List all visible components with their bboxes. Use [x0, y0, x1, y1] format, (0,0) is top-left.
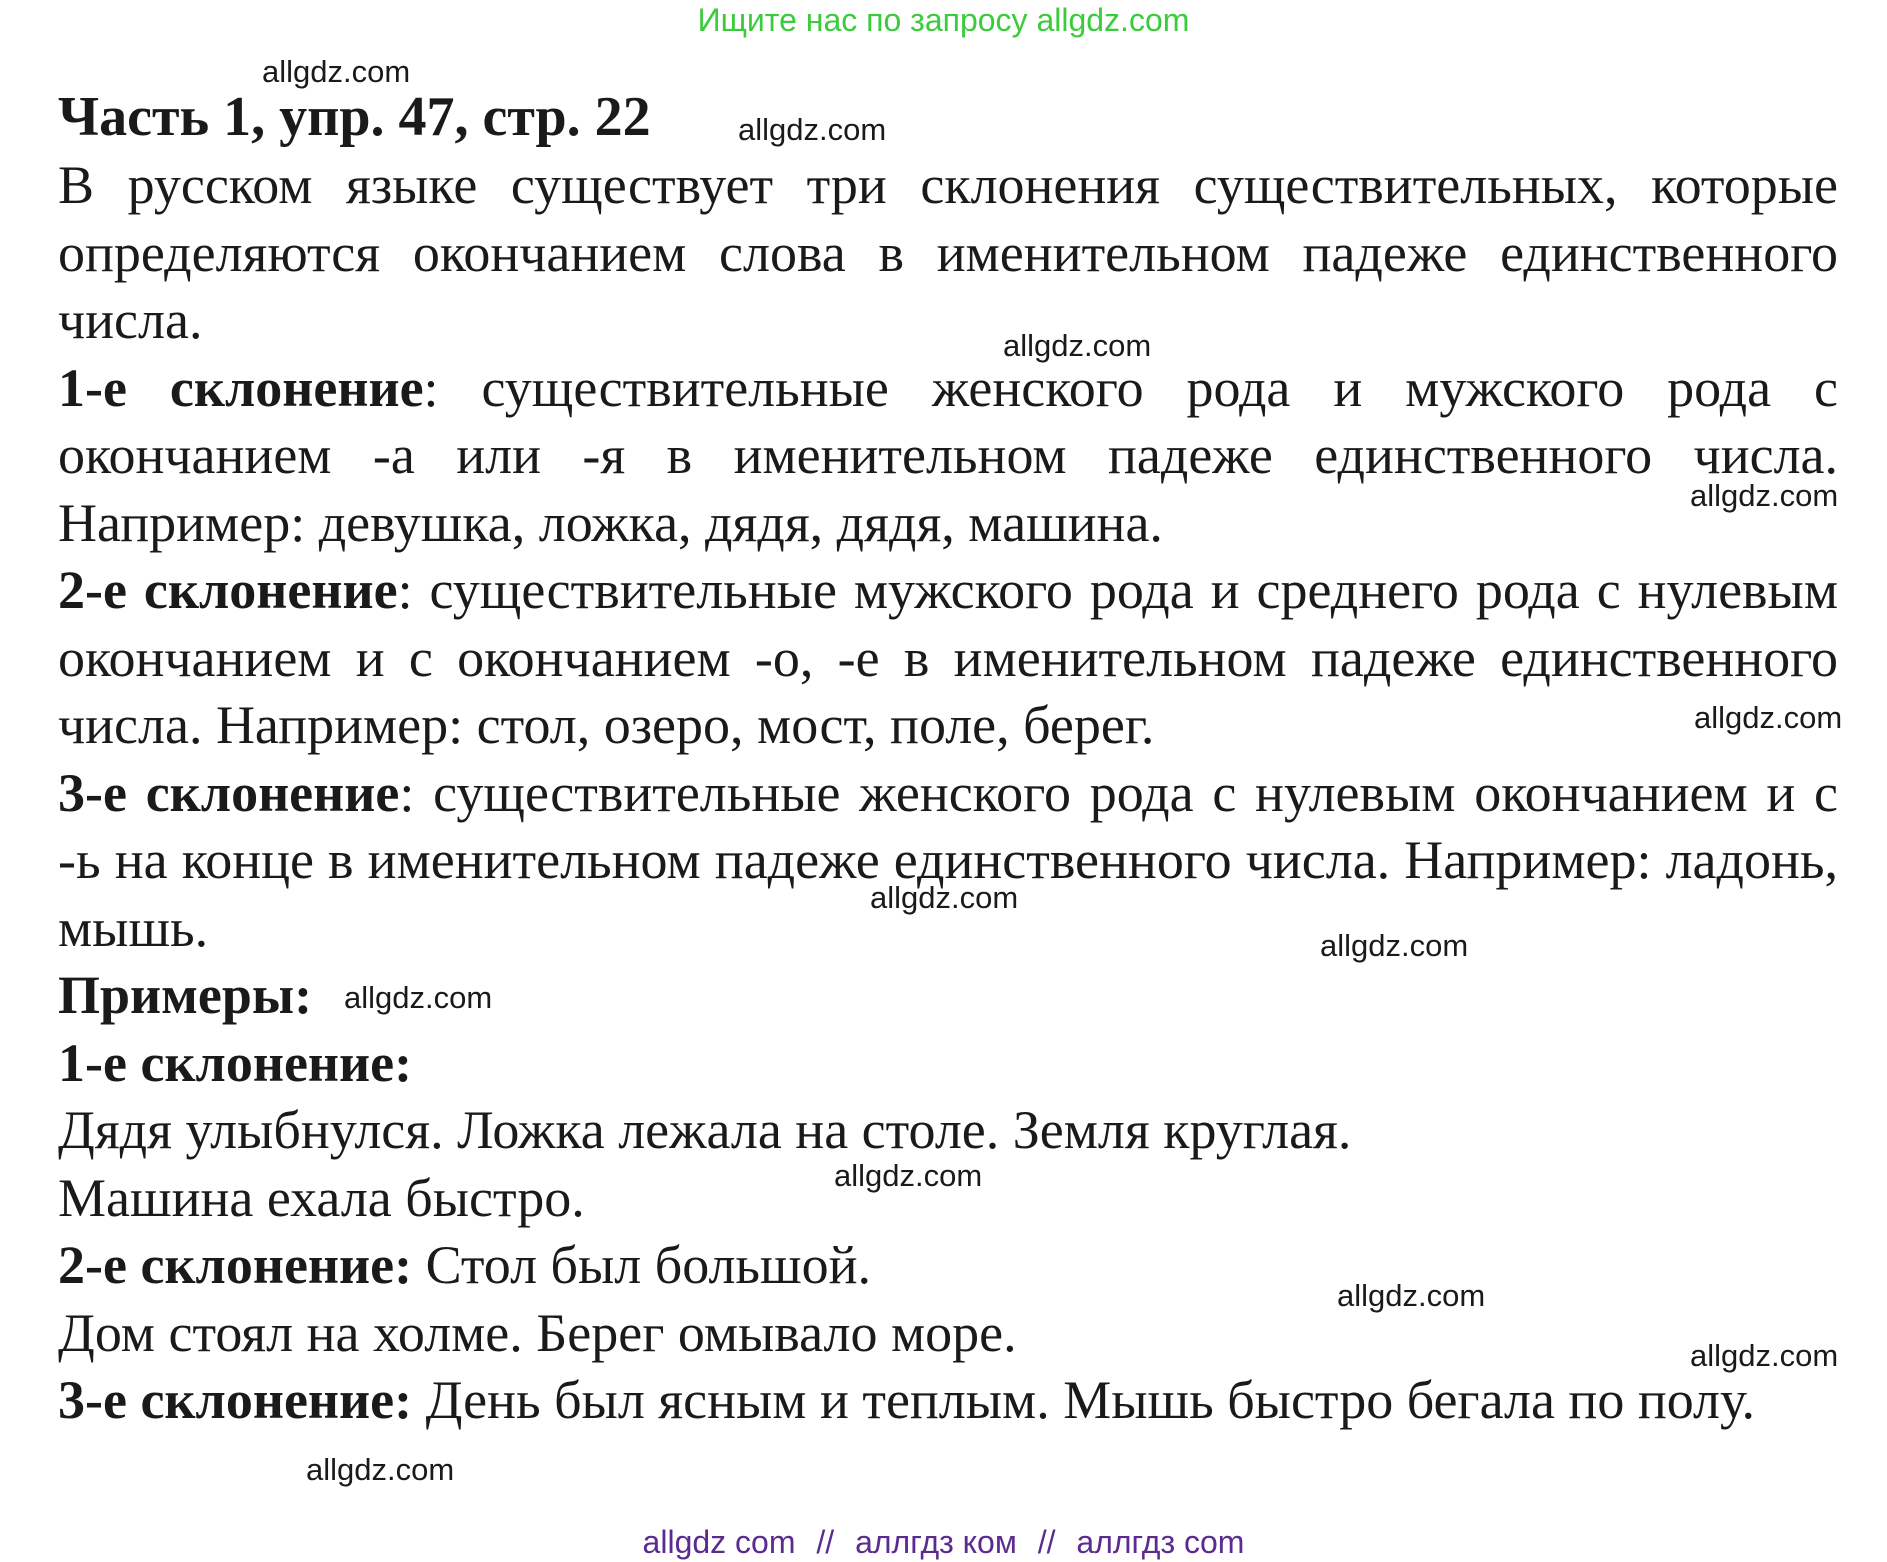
- footer-separator: //: [816, 1524, 835, 1560]
- page-title: Часть 1, упр. 47, стр. 22: [58, 86, 651, 148]
- declension-2-label: 2-е склонение: [58, 560, 398, 620]
- watermark: allgdz.com: [262, 54, 411, 89]
- examples-heading: Примеры:: [58, 965, 313, 1025]
- watermark: allgdz.com: [344, 980, 493, 1015]
- watermark: allgdz.com: [738, 112, 887, 147]
- footer-links: [0, 1522, 1887, 1562]
- watermark: allgdz.com: [306, 1452, 455, 1487]
- declension-2-text: : существительные мужского рода и среднего рода с нулевым окончанием и с окончанием -о, -е в именительном падеже единственного числа. Например: стол, озеро, мост, поле, берег.: [58, 560, 1839, 755]
- footer-separator: //: [1037, 1524, 1056, 1560]
- example-2-first-line: [58, 1232, 1838, 1300]
- footer-link-cyrillic-kom[interactable]: аллгдз ком: [855, 1524, 1017, 1560]
- intro-paragraph: В русском языке существует три склонения существительных, которые определяются окончанием слова в именительном падеже единственного числа.: [58, 155, 1838, 350]
- watermark: allgdz.com: [1694, 700, 1843, 735]
- watermark: allgdz.com: [1003, 328, 1152, 363]
- declension-3-paragraph: [58, 760, 1838, 963]
- watermark: allgdz.com: [870, 880, 1019, 915]
- declension-1-text: : существительные женского рода и мужского рода с окончанием -а или -я в именительном падеже единственного числа. Например: девушка, ложка, дядя, дядя, машина.: [58, 357, 1838, 553]
- watermark: allgdz.com: [1690, 478, 1839, 513]
- watermark: allgdz.com: [1337, 1278, 1486, 1313]
- watermark: allgdz.com: [1690, 1338, 1839, 1373]
- footer-link-allgdz[interactable]: allgdz com: [642, 1524, 796, 1560]
- example-1-line-1: Дядя улыбнулся. Ложка лежала на столе. Земля круглая.: [58, 1100, 1352, 1160]
- example-1-line-2: Машина ехала быстро.: [58, 1167, 585, 1228]
- declension-3-text: : существительные женского рода с нулевым окончанием и с -ь на конце в именительном падеже единственного числа. Например: ладонь, мышь.: [58, 762, 1839, 958]
- example-2-label: 2-е склонение:: [58, 1235, 413, 1295]
- declension-2-paragraph: [58, 557, 1838, 760]
- example-3-label: 3-е склонение:: [58, 1370, 413, 1430]
- example-3-text: День был ясным и теплым. Мышь быстро бегала по полу.: [412, 1370, 1756, 1430]
- example-1-label: 1-е склонение:: [58, 1032, 413, 1093]
- declension-3-label: 3-е склонение: [58, 762, 400, 823]
- document-body: [58, 82, 1838, 1435]
- example-3-paragraph: [58, 1367, 1838, 1435]
- footer-link-cyrillic-com[interactable]: аллгдз com: [1076, 1524, 1245, 1560]
- example-2-line-1: Стол был большой.: [412, 1235, 872, 1295]
- example-2-line-2: Дом стоял на холме. Берег омывало море.: [58, 1302, 1017, 1363]
- search-hint-link[interactable]: Ищите нас по запросу allgdz.com: [697, 2, 1190, 38]
- watermark: allgdz.com: [1320, 928, 1469, 963]
- declension-1-paragraph: [58, 355, 1838, 558]
- declension-1-label: 1-е склонение: [58, 357, 424, 418]
- watermark: allgdz.com: [834, 1158, 983, 1193]
